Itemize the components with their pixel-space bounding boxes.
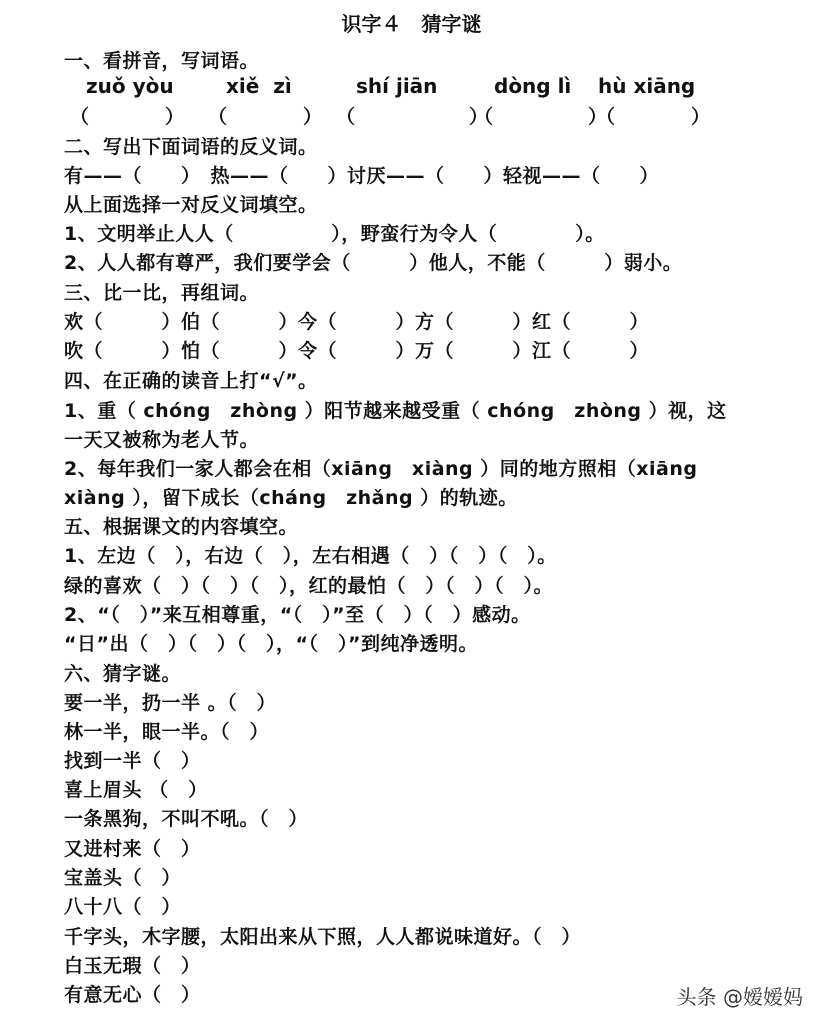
section-4-heading: 四、在正确的读音上打“√”。	[64, 370, 318, 392]
antonym-blanks-line[interactable]: 有——（ ） 热——（ ）讨厌——（ ）轻视——（ ）	[64, 165, 660, 187]
pinyin-1: zuǒ yòu	[86, 74, 174, 98]
compare-row-1[interactable]: 欢（ ）伯（ ）今（ ）方（ ）红（ ）	[64, 311, 650, 333]
section-5-heading: 五、根据课文的内容填空。	[64, 516, 299, 538]
riddle-1[interactable]: 要一半，扔一半 。（ ）	[64, 692, 277, 714]
page-title: 识字４ 猜字谜	[341, 12, 482, 36]
fill-sentence-2[interactable]: 2、人人都有尊严，我们要学会（ ）他人，不能（ ）弱小。	[64, 252, 683, 274]
riddle-3[interactable]: 找到一半（ ）	[64, 750, 201, 772]
section-1-heading: 一、看拼音，写词语。	[64, 50, 260, 72]
antonym-instruction: 从上面选择一对反义词填空。	[64, 194, 318, 216]
riddle-8[interactable]: 八十八（ ）	[64, 896, 182, 918]
riddle-5[interactable]: 一条黑狗，不叫不吼。（ ）	[64, 808, 309, 830]
text-fill-line-2[interactable]: 绿的喜欢（ ）（ ）（ ），红的最怕（ ）（ ）（ ）。	[64, 575, 554, 597]
fill-sentence-1[interactable]: 1、文明举止人人（ ），野蛮行为令人（ ）。	[64, 223, 605, 245]
watermark: 头条 @嫒嫒妈	[676, 985, 803, 1009]
answer-blank-1[interactable]: （ ）	[70, 106, 185, 128]
section-2-heading: 二、写出下面词语的反义词。	[64, 136, 318, 158]
section-3-heading: 三、比一比，再组词。	[64, 282, 260, 304]
compare-row-2[interactable]: 吹（ ）怕（ ）令（ ）万（ ）江（ ）	[64, 340, 650, 362]
text-fill-line-1[interactable]: 1、左边（ ），右边（ ），左右相遇（ ）（ ）（ ）。	[64, 545, 557, 567]
riddle-7[interactable]: 宝盖头（ ）	[64, 867, 182, 889]
riddle-11[interactable]: 有意无心（ ）	[64, 984, 201, 1006]
answer-blank-5[interactable]: （ ）	[596, 106, 711, 128]
riddle-2[interactable]: 林一半，眼一半。（ ）	[64, 721, 270, 743]
reading-q1-line2: 一天又被称为老人节。	[64, 429, 260, 451]
pinyin-5: hù xiāng	[598, 74, 696, 98]
pinyin-3: shí jiān	[356, 74, 438, 98]
riddle-9[interactable]: 千字头，木字腰，太阳出来从下照，人人都说味道好。（ ）	[64, 926, 582, 948]
reading-q2-line1[interactable]: 2、每年我们一家人都会在相（xiāng xiàng ）同的地方照相（xiāng	[64, 458, 698, 480]
section-6-heading: 六、猜字谜。	[64, 663, 182, 685]
reading-q1-line1[interactable]: 1、重（ chóng zhòng ）阳节越来越受重（ chóng zhòng ）视，这	[64, 400, 727, 422]
pinyin-2: xiě zì	[226, 74, 292, 98]
riddle-4[interactable]: 喜上眉头 （ ）	[64, 779, 208, 801]
answer-blank-2[interactable]: （ ）	[208, 106, 323, 128]
text-fill-line-3[interactable]: 2、“（ ）”来互相尊重，“（ ）”至（ ）（ ）感动。	[64, 604, 531, 626]
text-fill-line-4[interactable]: “日”出（ ）（ ）（ ），“（ ）”到纯净透明。	[64, 633, 478, 655]
answer-blank-3[interactable]: （ ）	[336, 106, 489, 128]
riddle-6[interactable]: 又进村来（ ）	[64, 838, 201, 860]
pinyin-4: dòng lì	[494, 74, 572, 98]
riddle-10[interactable]: 白玉无瑕（ ）	[64, 955, 201, 977]
reading-q2-line2[interactable]: xiàng ），留下成长（cháng zhǎng ）的轨迹。	[64, 487, 518, 509]
answer-blank-4[interactable]: （ ）	[474, 106, 608, 128]
